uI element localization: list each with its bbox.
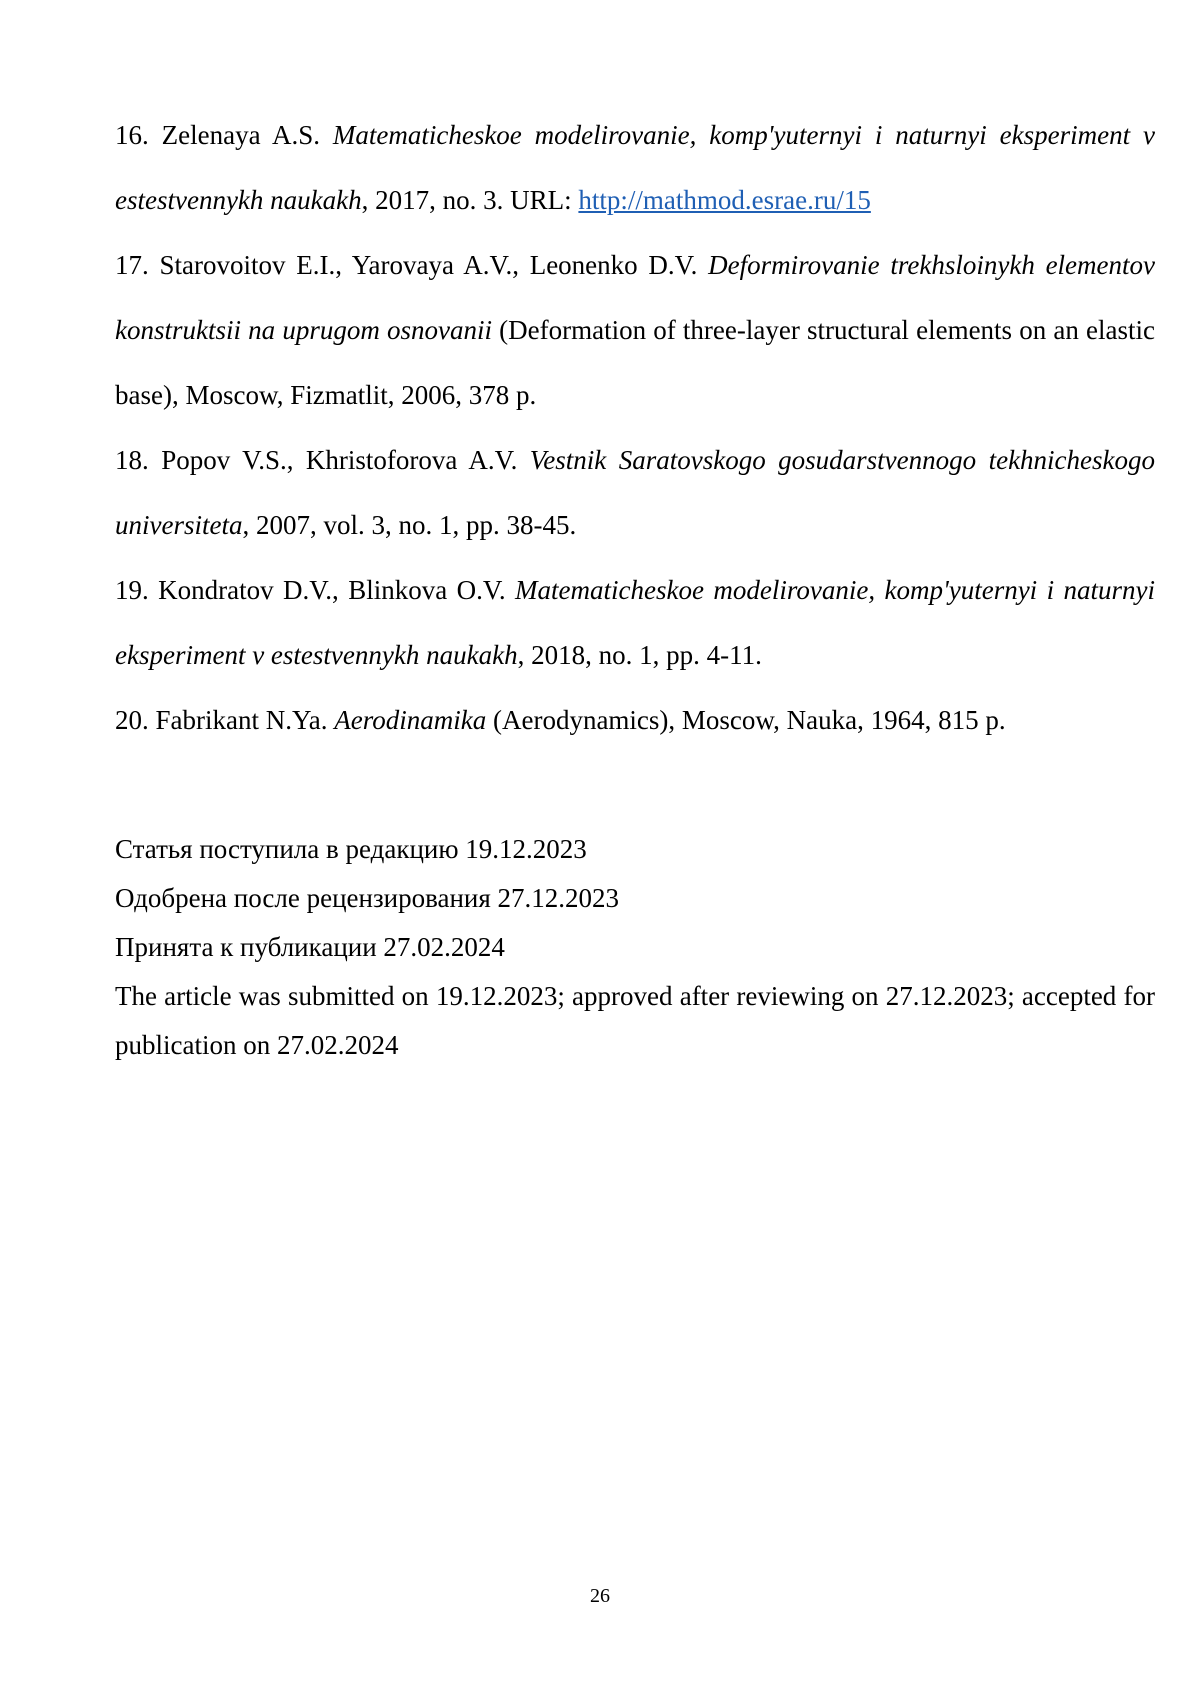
reference-authors: Popov V.S., Khristoforova A.V. — [161, 445, 518, 475]
history-received: Статья поступила в редакцию 19.12.2023 — [115, 834, 587, 864]
reference-authors: Starovoitov E.I., Yarovaya A.V., Leonenko D.V. — [159, 250, 698, 280]
reference-title: Matematicheskoe modelirovanie, komp'yuternyi i naturnyi eksperiment v estestvennykh naukakh — [115, 120, 1155, 215]
reference-number: 19. — [115, 575, 149, 605]
history-approved: Одобрена после рецензирования 27.12.2023 — [115, 883, 620, 913]
reference-16 — [115, 103, 1155, 233]
reference-title: Deformirovanie trekhsloinykh elementov konstruktsii na uprugom osnovanii — [115, 250, 1156, 345]
reference-details: (Deformation of three-layer structural elements on an elastic base), Moscow, Fizmatlit, 2006, 378 p. — [115, 315, 1155, 410]
page-number: 26 — [590, 1585, 610, 1607]
reference-18 — [115, 428, 1155, 558]
article-history — [115, 825, 1155, 1070]
reference-details: , 2017, no. 3. URL: — [361, 185, 579, 215]
reference-title: Aerodinamika — [334, 705, 487, 735]
reference-title: Matematicheskoe modelirovanie, komp'yuternyi i naturnyi eksperiment v estestvennykh naukakh — [115, 575, 1155, 670]
reference-title: Vestnik Saratovskogo gosudarstvennogo tekhnicheskogo universiteta — [115, 445, 1156, 540]
reference-list — [115, 103, 1155, 753]
history-english: The article was submitted on 19.12.2023; approved after reviewing on 27.12.2023; accepted for publication on 27.02.2024 — [115, 981, 1155, 1060]
reference-authors: Zelenaya A.S. — [161, 120, 320, 150]
reference-authors: Fabrikant N.Ya. — [155, 705, 328, 735]
reference-authors: Kondratov D.V., Blinkova O.V. — [158, 575, 506, 605]
reference-19 — [115, 558, 1155, 688]
reference-details: (Aerodynamics), Moscow, Nauka, 1964, 815 p. — [486, 705, 1006, 735]
reference-number: 17. — [115, 250, 149, 280]
reference-details: , 2018, no. 1, pp. 4-11. — [517, 640, 762, 670]
reference-number: 16. — [115, 120, 149, 150]
reference-number: 18. — [115, 445, 149, 475]
reference-details: , 2007, vol. 3, no. 1, pp. 38-45. — [242, 510, 577, 540]
reference-17 — [115, 233, 1155, 428]
reference-20 — [115, 688, 1155, 753]
reference-url-link[interactable]: http://mathmod.esrae.ru/15 — [578, 185, 871, 215]
history-accepted: Принята к публикации 27.02.2024 — [115, 932, 505, 962]
reference-number: 20. — [115, 705, 149, 735]
